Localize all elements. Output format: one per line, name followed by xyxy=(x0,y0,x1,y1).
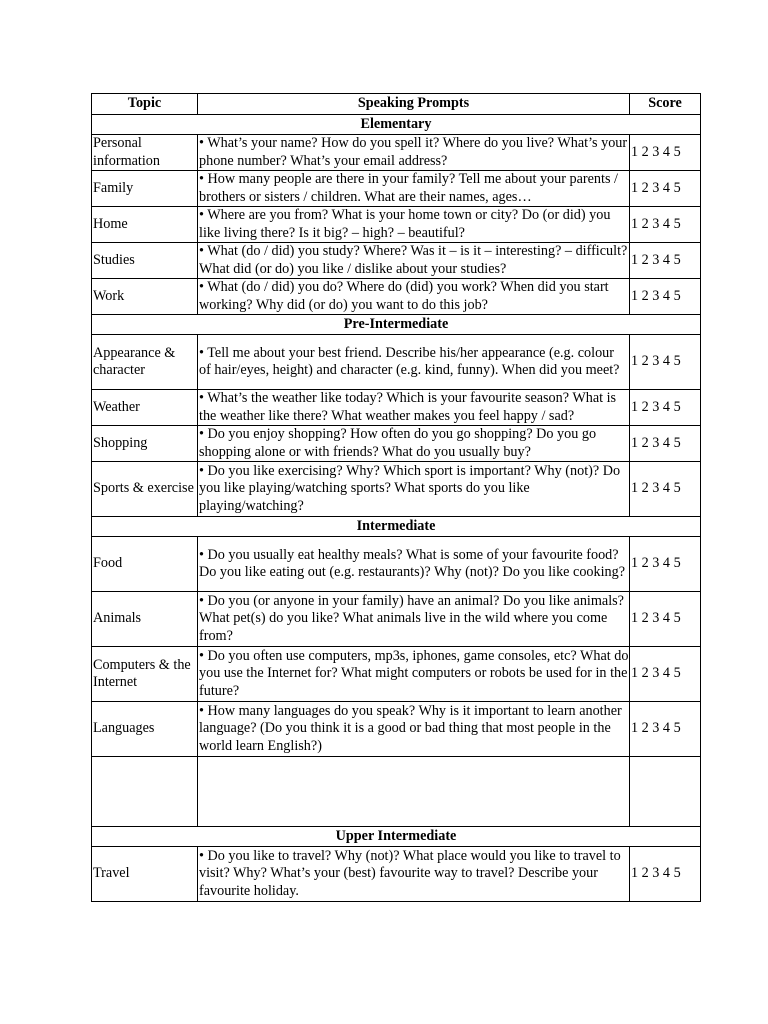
prompt-cell: • What (do / did) you do? Where do (did) you work? When did you start working? Why did (or do) you want to do this job? xyxy=(198,279,630,315)
speaking-prompts-table xyxy=(91,93,701,902)
level-row xyxy=(92,517,701,537)
topic-cell: Work xyxy=(92,279,198,315)
prompt-cell: • Do you usually eat healthy meals? What is some of your favourite food? Do you like eating out (e.g. restaurants)? Why (not)? Do you like cooking? xyxy=(198,537,630,592)
prompt-cell xyxy=(198,757,630,827)
prompt-cell: • Do you often use computers, mp3s, iphones, game consoles, etc? What do you use the Internet for? What might computers or robots be used for in the future? xyxy=(198,647,630,702)
topic-row xyxy=(92,537,701,592)
header-score: Score xyxy=(630,94,701,115)
header-topic: Topic xyxy=(92,94,198,115)
topic-cell: Sports & exercise xyxy=(92,462,198,517)
topic-row xyxy=(92,335,701,390)
topic-row xyxy=(92,279,701,315)
topic-row xyxy=(92,390,701,426)
topic-cell: Food xyxy=(92,537,198,592)
prompt-cell: • Do you enjoy shopping? How often do you go shopping? Do you go shopping alone or with friends? What do you usually buy? xyxy=(198,426,630,462)
level-heading: Intermediate xyxy=(92,517,701,537)
score-cell: 1 2 3 4 5 xyxy=(630,135,701,171)
topic-cell: Travel xyxy=(92,847,198,902)
score-cell: 1 2 3 4 5 xyxy=(630,426,701,462)
prompt-cell: • How many people are there in your family? Tell me about your parents / brothers or sisters / children. What are their names, ages… xyxy=(198,171,630,207)
header-speaking-prompts: Speaking Prompts xyxy=(198,94,630,115)
level-row xyxy=(92,827,701,847)
topic-cell: Appearance & character xyxy=(92,335,198,390)
prompt-cell: • Do you (or anyone in your family) have an animal? Do you like animals? What pet(s) do you like? What animals live in the wild where you come from? xyxy=(198,592,630,647)
topic-cell: Home xyxy=(92,207,198,243)
topic-row xyxy=(92,426,701,462)
topic-row xyxy=(92,171,701,207)
topic-row xyxy=(92,847,701,902)
score-cell: 1 2 3 4 5 xyxy=(630,592,701,647)
topic-cell: Weather xyxy=(92,390,198,426)
score-cell: 1 2 3 4 5 xyxy=(630,390,701,426)
level-heading: Upper Intermediate xyxy=(92,827,701,847)
score-cell: 1 2 3 4 5 xyxy=(630,647,701,702)
score-cell: 1 2 3 4 5 xyxy=(630,702,701,757)
topic-cell: Personal information xyxy=(92,135,198,171)
topic-cell: Studies xyxy=(92,243,198,279)
blank-row xyxy=(92,757,701,827)
prompt-cell: • What’s your name? How do you spell it? Where do you live? What’s your phone number? What’s your email address? xyxy=(198,135,630,171)
score-cell: 1 2 3 4 5 xyxy=(630,171,701,207)
score-cell: 1 2 3 4 5 xyxy=(630,335,701,390)
level-row xyxy=(92,315,701,335)
topic-row xyxy=(92,592,701,647)
score-cell: 1 2 3 4 5 xyxy=(630,462,701,517)
topic-row xyxy=(92,462,701,517)
table-body xyxy=(92,115,701,902)
topic-row xyxy=(92,207,701,243)
level-row xyxy=(92,115,701,135)
prompt-cell: • What’s the weather like today? Which is your favourite season? What is the weather like there? What weather makes you feel happy / sad? xyxy=(198,390,630,426)
topic-cell xyxy=(92,757,198,827)
topic-cell: Family xyxy=(92,171,198,207)
topic-row xyxy=(92,647,701,702)
topic-row xyxy=(92,243,701,279)
score-cell: 1 2 3 4 5 xyxy=(630,279,701,315)
score-cell: 1 2 3 4 5 xyxy=(630,537,701,592)
level-heading: Pre-Intermediate xyxy=(92,315,701,335)
topic-row xyxy=(92,135,701,171)
prompt-cell: • What (do / did) you study? Where? Was it – is it – interesting? – difficult? What did (or do) you like / dislike about your studies? xyxy=(198,243,630,279)
topic-row xyxy=(92,702,701,757)
score-cell xyxy=(630,757,701,827)
score-cell: 1 2 3 4 5 xyxy=(630,243,701,279)
topic-cell: Shopping xyxy=(92,426,198,462)
level-heading: Elementary xyxy=(92,115,701,135)
topic-cell: Animals xyxy=(92,592,198,647)
topic-cell: Computers & the Internet xyxy=(92,647,198,702)
speaking-prompts-document xyxy=(91,93,700,902)
prompt-cell: • Do you like to travel? Why (not)? What place would you like to travel to visit? Why? What’s your (best) favourite way to travel? Describe your favourite holiday. xyxy=(198,847,630,902)
score-cell: 1 2 3 4 5 xyxy=(630,207,701,243)
prompt-cell: • Where are you from? What is your home town or city? Do (or did) you like living there? Is it big? – high? – beautiful? xyxy=(198,207,630,243)
prompt-cell: • How many languages do you speak? Why is it important to learn another language? (Do you think it is a good or bad thing that most people in the world learn English?) xyxy=(198,702,630,757)
header-row xyxy=(92,94,701,115)
topic-cell: Languages xyxy=(92,702,198,757)
prompt-cell: • Tell me about your best friend. Describe his/her appearance (e.g. colour of hair/eyes, height) and character (e.g. kind, funny). When did you meet? xyxy=(198,335,630,390)
prompt-cell: • Do you like exercising? Why? Which sport is important? Why (not)? Do you like playing/watching sports? What sports do you like playing/watching? xyxy=(198,462,630,517)
score-cell: 1 2 3 4 5 xyxy=(630,847,701,902)
